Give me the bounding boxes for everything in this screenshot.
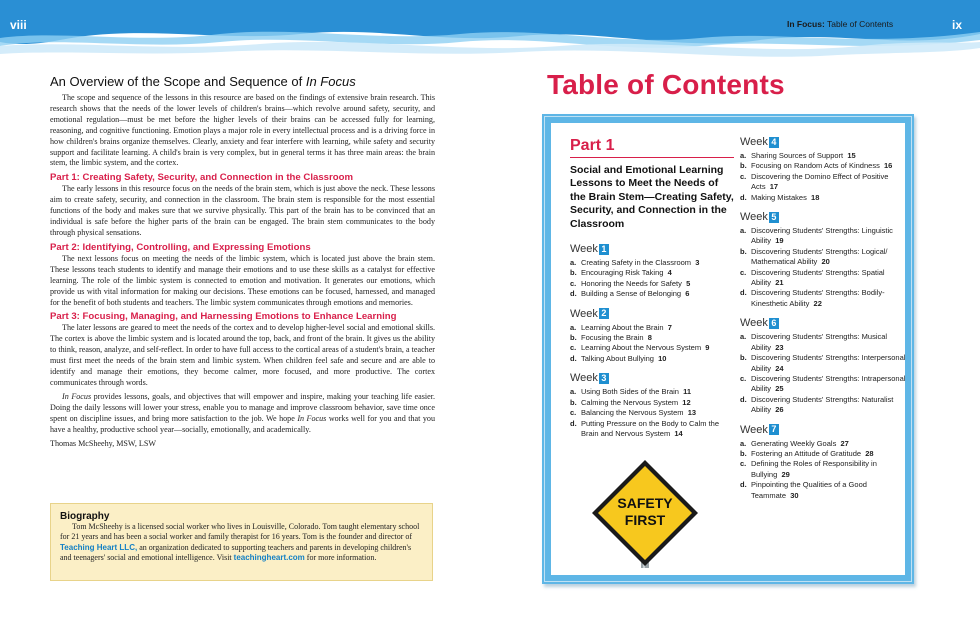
lesson-entry[interactable]: [740, 172, 908, 193]
lesson-entry[interactable]: [740, 395, 908, 416]
week-word: Week: [740, 423, 768, 436]
lesson-body: [751, 151, 856, 161]
lesson-entry[interactable]: [740, 268, 908, 289]
week-number-badge: 2: [599, 308, 609, 319]
week-label: [740, 317, 908, 329]
lesson-letter: a.: [740, 438, 747, 448]
lesson-page-number: 12: [682, 397, 691, 407]
lesson-entry[interactable]: [740, 480, 908, 501]
part-2-text: The next lessons focus on meeting the needs of the limbic system, which is located just above the brain stem. These lessons teach students to identify and manage their emotions and to use these skills as a catalyst for effective learning. The role of the limbic system is connected to emotion and motivation. It generates our emotions, which provide us with vital information for making our decisions. These emotions can be focused, harnessed, and managed for the benefit of both students and teachers. The limbic system communicates through emotions and memories.: [50, 253, 435, 307]
lesson-entry[interactable]: [740, 439, 908, 449]
lesson-title: Discovering Students' Strengths: Musical Ability: [751, 332, 888, 352]
lesson-letter: c.: [570, 343, 577, 353]
week-label: [570, 372, 734, 384]
toc-column-left: [570, 137, 734, 447]
lesson-letter: c.: [740, 171, 747, 181]
lesson-title: Learning About the Brain: [581, 322, 664, 332]
lesson-entry[interactable]: [570, 343, 734, 353]
lesson-entry[interactable]: [570, 408, 734, 418]
lesson-page-number: 21: [775, 278, 784, 288]
lesson-page-number: 7: [667, 322, 672, 332]
lesson-entry[interactable]: [570, 398, 734, 408]
biography-box: [50, 503, 433, 581]
lesson-page-number: 22: [813, 298, 822, 308]
lesson-letter: d.: [570, 418, 577, 428]
toc-column-right: [740, 136, 908, 509]
lesson-letter: b.: [740, 246, 747, 256]
lesson-page-number: 30: [790, 490, 799, 500]
lesson-letter: c.: [740, 459, 747, 469]
lesson-page-number: 10: [658, 353, 667, 363]
right-page-number: ix: [951, 18, 962, 32]
lesson-body: [751, 193, 819, 203]
lesson-title: Learning About the Nervous System: [581, 343, 702, 353]
lesson-entry[interactable]: [740, 449, 908, 459]
lesson-title: Creating Safety in the Classroom: [581, 258, 692, 268]
lesson-page-number: 26: [775, 405, 784, 415]
lesson-page-number: 14: [674, 428, 683, 438]
lesson-page-number: 15: [847, 151, 856, 160]
lesson-body: [751, 172, 908, 193]
lesson-title: Pinpointing the Qualities of a Good Teammate: [751, 480, 867, 500]
sign-text-safety: SAFETY: [617, 495, 673, 511]
lesson-body: [581, 268, 672, 278]
week-word: Week: [570, 243, 598, 256]
lesson-body: [751, 226, 908, 247]
week-number-badge: 4: [769, 137, 779, 148]
lesson-letter: a.: [570, 322, 577, 332]
lesson-page-number: 23: [775, 342, 784, 352]
lesson-letter: d.: [740, 394, 747, 404]
lesson-title: Focusing on Random Acts of Kindness: [751, 161, 880, 171]
week-label: [740, 136, 908, 148]
lesson-body: [751, 247, 908, 268]
week-word: Week: [570, 372, 598, 385]
left-page-number: viii: [10, 18, 27, 32]
lesson-body: [581, 387, 691, 397]
lesson-letter: b.: [740, 448, 747, 458]
week-number-badge: 1: [599, 244, 609, 255]
lesson-title: Sharing Sources of Support: [751, 151, 844, 160]
lesson-body: [751, 288, 908, 309]
closing-paragraph: In Focus provides lessons, goals, and objectives that will empower and inspire, making your teaching life easier. Doing the daily lessons will lower your stress, enable you to manage and improve classroom behavior, save time once spent on discipline issues, and bring more satisfaction to the job. We hope In Focus works well for you and that you have a healthy, productive school year—socially, emotionally, and academically.: [50, 391, 435, 434]
lesson-title: Discovering Students' Strengths: Linguistic Ability: [751, 226, 893, 246]
organization-name: Teaching Heart LLC,: [60, 542, 138, 552]
running-head: In Focus: Table of Contents: [787, 19, 894, 29]
week-3-section: [570, 372, 734, 439]
overview-intro: The scope and sequence of the lessons in this resource are based on the findings of extensive brain research. This research shows that the needs of the lower levels of children's brains—which revolve around safety, security, and emotional regulation—must be met before the higher levels of their brains can be accessed fully for learning, reasoning, and cognitive functioning. Emotion plays a major role in every intellectual process and is a driving force in how children's brains organize themselves. Clearly, anxiety and fear interfere with learning, while safety and security support and facilitate learning. A child's brain is very complex, but in general terms it has three main areas: the brain stem, the limbic system, and the cortex.: [50, 93, 435, 168]
lesson-letter: b.: [740, 161, 747, 171]
lesson-title: Discovering Students' Strengths: Interpersonal Ability: [751, 353, 906, 373]
lesson-letter: b.: [570, 397, 577, 407]
lesson-body: [751, 480, 908, 501]
lesson-letter: c.: [740, 267, 747, 277]
lesson-entry[interactable]: [570, 258, 734, 268]
week-1-section: [570, 243, 734, 300]
lesson-title: Talking About Bullying: [581, 353, 654, 363]
lesson-entry[interactable]: [740, 161, 908, 171]
week-number-badge: 7: [769, 424, 779, 435]
lesson-page-number: 27: [840, 438, 849, 448]
lesson-letter: b.: [570, 333, 577, 343]
lesson-entry[interactable]: [740, 226, 908, 247]
safety-first-sign: [590, 458, 700, 568]
lesson-title: Putting Pressure on the Body to Calm the Brain and Nervous System: [581, 418, 719, 438]
lesson-entry[interactable]: [740, 193, 908, 203]
lesson-body: [751, 374, 908, 395]
author-signature: Thomas McSheehy, MSW, LSW: [50, 439, 156, 449]
lesson-page-number: 20: [821, 257, 830, 267]
lesson-title: Building a Sense of Belonging: [581, 289, 682, 299]
lesson-body: [581, 343, 709, 353]
lesson-letter: c.: [570, 278, 577, 288]
week-7-section: [740, 424, 908, 501]
lesson-entry[interactable]: [570, 279, 734, 289]
lesson-title: Discovering Students' Strengths: Logical/ Mathematical Ability: [751, 246, 888, 267]
lesson-title: Encouraging Risk Taking: [581, 268, 664, 278]
lesson-entry[interactable]: [740, 353, 908, 374]
lesson-letter: d.: [740, 480, 747, 490]
lesson-title: Honoring the Needs for Safety: [581, 278, 682, 288]
week-label: [740, 211, 908, 223]
lesson-title: Defining the Roles of Responsibility in Bullying: [751, 459, 877, 479]
lesson-page-number: 9: [705, 343, 710, 353]
week-5-section: [740, 211, 908, 309]
lesson-letter: d.: [740, 192, 747, 202]
lesson-page-number: 29: [781, 469, 790, 479]
biography-heading: Biography: [60, 511, 110, 522]
part-description: Social and Emotional Learning Lessons to Meet the Needs of the Brain Stem—Creating Safety, Security, and Connection in the Classroom: [570, 164, 734, 230]
part-rule: [570, 157, 734, 158]
overview-section: [50, 74, 435, 448]
lesson-body: [751, 332, 908, 353]
lesson-body: [751, 449, 874, 459]
lesson-page-number: 16: [884, 161, 893, 171]
lesson-entry[interactable]: [570, 289, 734, 299]
lesson-body: [581, 279, 690, 289]
lesson-title: Using Both Sides of the Brain: [581, 387, 679, 397]
toc-title: Table of Contents: [547, 69, 785, 100]
lesson-title: Fostering an Attitude of Gratitude: [751, 448, 862, 458]
lesson-entry[interactable]: [570, 354, 734, 364]
week-2-section: [570, 308, 734, 365]
lesson-page-number: 19: [775, 236, 784, 246]
lesson-body: [581, 354, 666, 364]
website-link[interactable]: teachingheart.com: [233, 552, 305, 562]
week-label: [570, 308, 734, 320]
lesson-page-number: 8: [647, 333, 652, 343]
lesson-page-number: 13: [687, 408, 697, 418]
lesson-page-number: 18: [811, 192, 820, 202]
lesson-entry[interactable]: [570, 387, 734, 397]
lesson-entry[interactable]: [740, 332, 908, 353]
week-number-badge: 6: [769, 318, 779, 329]
lesson-body: [581, 289, 689, 299]
lesson-entry[interactable]: [570, 419, 734, 440]
lesson-letter: a.: [740, 151, 747, 160]
lesson-page-number: 17: [769, 182, 779, 192]
lesson-title: Calming the Nervous System: [581, 397, 679, 407]
lesson-body: [751, 353, 908, 374]
lesson-body: [581, 323, 672, 333]
lesson-body: [751, 161, 892, 171]
week-4-section: [740, 136, 908, 203]
lesson-title: Making Mistakes: [751, 192, 807, 202]
week-word: Week: [740, 317, 768, 330]
lesson-page-number: 11: [683, 387, 692, 397]
part-1-heading: Part 1: Creating Safety, Security, and Connection in the Classroom: [50, 172, 353, 184]
week-word: Week: [740, 136, 768, 148]
lesson-letter: b.: [740, 353, 747, 363]
lesson-title: Focusing the Brain: [581, 333, 644, 343]
lesson-page-number: 24: [775, 363, 784, 373]
lesson-page-number: 6: [685, 289, 690, 299]
lesson-entry[interactable]: [740, 374, 908, 395]
part-3-text: The later lessons are geared to meet the needs of the cortex and to develop higher-level social and emotional skills. The cortex is above the limbic system and is located around the top, back, and front of the brain. It gives us the ability to think, reason, analyze, and self-reflect. In order to have full access to the cortical areas of a student's brain, a teacher must first meet the needs of the brain stem and limbic system. When children feel safe and secure and are able to identify and manage their emotions, they become calmer, more focused, and more productive. The cortex communicates through words.: [50, 323, 435, 387]
lesson-body: [581, 408, 696, 418]
lesson-letter: a.: [740, 332, 747, 342]
lesson-entry[interactable]: [740, 288, 908, 309]
lesson-title: Balancing the Nervous System: [581, 408, 684, 418]
header-wave-banner: [0, 0, 980, 64]
lesson-letter: c.: [570, 408, 577, 418]
lesson-letter: a.: [740, 226, 747, 236]
lesson-entry[interactable]: [570, 333, 734, 343]
overview-title: An Overview of the Scope and Sequence of In Focus: [50, 74, 356, 89]
lesson-page-number: 3: [695, 258, 700, 268]
lesson-letter: d.: [570, 289, 577, 299]
lesson-page-number: 5: [686, 278, 691, 288]
sign-text-first: FIRST: [624, 512, 666, 528]
lesson-letter: c.: [740, 373, 747, 383]
lesson-body: [751, 395, 908, 416]
lesson-page-number: 28: [865, 448, 874, 458]
lesson-title: Discovering Students' Strengths: Bodily-Kinesthetic Ability: [751, 288, 885, 308]
lesson-entry[interactable]: [570, 323, 734, 333]
lesson-body: [581, 333, 652, 343]
week-number-badge: 5: [769, 212, 779, 223]
lesson-body: [751, 268, 908, 289]
lesson-title: Discovering Students' Strengths: Intrapersonal Ability: [751, 373, 906, 394]
lesson-body: [581, 419, 734, 440]
lesson-entry[interactable]: [740, 151, 908, 161]
lesson-entry[interactable]: [570, 268, 734, 278]
lesson-title: Generating Weekly Goals: [751, 438, 837, 448]
lesson-title: Discovering Students' Strengths: Spatial Ability: [751, 267, 885, 288]
week-word: Week: [570, 307, 598, 320]
part-2-heading: Part 2: Identifying, Controlling, and Expressing Emotions: [50, 241, 311, 253]
lesson-body: [581, 258, 699, 268]
lesson-letter: a.: [570, 387, 577, 397]
part-1-text: The early lessons in this resource focus on the needs of the brain stem, which is just above the neck. These lessons aim to create safety, security, and connection in the classroom. The brain stem is responsible for the most essential functions of the body and makes sure that we survive physically. This part of the brain has to be convinced that an individual is safe before the higher parts of the brain can be engaged. The brain stem communicates to the body through physical sensations.: [50, 184, 435, 237]
part-title: Part 1: [570, 137, 615, 154]
lesson-body: [751, 459, 908, 480]
lesson-page-number: 25: [775, 384, 784, 394]
lesson-title: Discovering Students' Strengths: Naturalist Ability: [751, 394, 894, 415]
lesson-body: [751, 439, 849, 449]
lesson-letter: b.: [570, 268, 577, 278]
lesson-letter: d.: [740, 288, 747, 298]
lesson-entry[interactable]: [740, 247, 908, 268]
lesson-title: Discovering the Domino Effect of Positive Acts: [751, 171, 889, 192]
week-6-section: [740, 317, 908, 415]
lesson-letter: a.: [570, 258, 577, 268]
lesson-body: [581, 398, 691, 408]
biography-text: Tom McSheehy is a licensed social worker who lives in Louisville, Colorado. Tom taught elementary school for 21 years and has been a social worker and family therapist for 16 years. Tom is the founder and director of Teaching Heart LLC, an organization dedicated to supporting teachers and parents in developing children's and teenagers' social and emotional intelligence. Visit teachingheart.com for more information.: [60, 522, 420, 562]
week-word: Week: [740, 211, 768, 224]
lesson-letter: d.: [570, 353, 577, 363]
week-label: [570, 243, 734, 255]
week-number-badge: 3: [599, 373, 609, 384]
week-label: [740, 424, 908, 436]
lesson-page-number: 4: [667, 268, 672, 278]
part-3-heading: Part 3: Focusing, Managing, and Harnessing Emotions to Enhance Learning: [50, 311, 397, 323]
lesson-entry[interactable]: [740, 459, 908, 480]
